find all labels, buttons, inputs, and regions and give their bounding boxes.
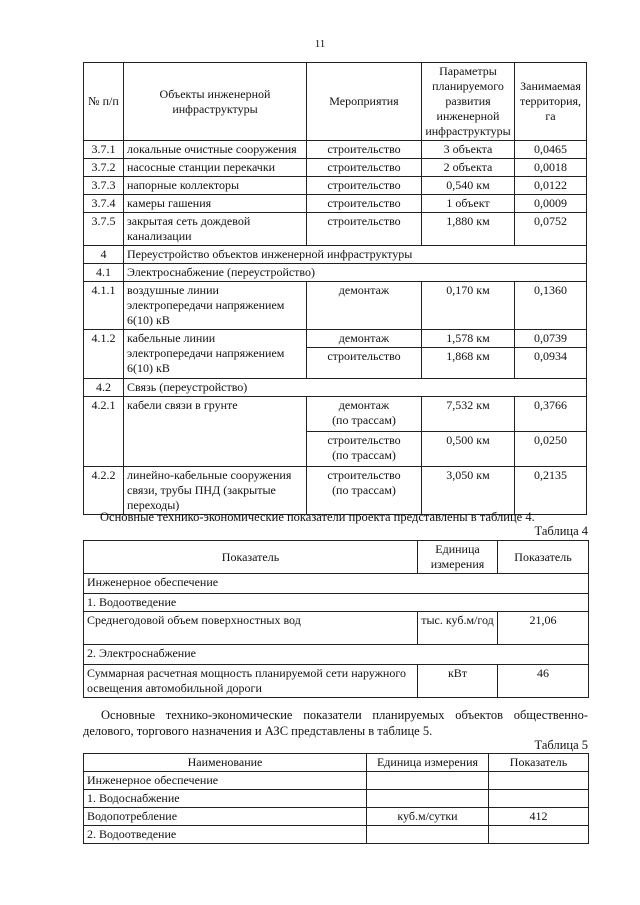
section-title: Связь (переустройство) (124, 379, 587, 397)
cell-action: строительство (307, 159, 422, 177)
cell-num: 3.7.4 (84, 195, 124, 213)
section-row (84, 790, 589, 808)
cell-name: кабельные линии электропередачи напряжением 6(10) кВ (124, 330, 307, 379)
cell-param: 1,868 км (422, 348, 515, 379)
table-row (84, 282, 587, 330)
section-title: 1. Водоснабжение (84, 790, 367, 808)
cell-param: 3,050 км (422, 467, 515, 515)
header-indicator: Показатель (84, 541, 418, 574)
cell-unit: куб.м/сутки (367, 808, 489, 826)
action-text: демонтаж (338, 398, 390, 412)
table-row (84, 665, 589, 698)
section-row (84, 264, 587, 282)
action-text: строительство (327, 433, 401, 447)
header-name: Наименование (84, 754, 367, 772)
cell-action (307, 432, 422, 467)
table-row (84, 467, 587, 515)
section-title: 1. Водоотведение (84, 594, 589, 612)
section-row (84, 826, 589, 844)
cell-name: Среднегодовой объем поверхностных вод (84, 612, 418, 645)
cell-num: 4.1 (84, 264, 124, 282)
header-number: № п/п (84, 63, 124, 141)
table-row (84, 808, 589, 826)
cell-param: 1,578 км (422, 330, 515, 348)
cell-area: 0,0018 (515, 159, 587, 177)
cell-param: 1 объект (422, 195, 515, 213)
public-business-objects-table (83, 753, 589, 844)
cell-action: строительство (307, 141, 422, 159)
cell-unit: кВт (418, 665, 498, 698)
cell-area: 0,0934 (515, 348, 587, 379)
engineering-infrastructure-table (83, 62, 587, 515)
cell-area: 0,0122 (515, 177, 587, 195)
cell-action: демонтаж (307, 282, 422, 330)
cell-value: 46 (498, 665, 589, 698)
section-title: Электроснабжение (переустройство) (124, 264, 587, 282)
table-row (84, 141, 587, 159)
cell-action: строительство (307, 213, 422, 246)
action-text: строительство (327, 468, 401, 482)
cell-param: 0,500 км (422, 432, 515, 467)
table-header-row (84, 541, 589, 574)
cell-name: насосные станции перекачки (124, 159, 307, 177)
section-title: Переустройство объектов инженерной инфраструктуры (124, 246, 587, 264)
table-header-row (84, 754, 589, 772)
header-unit: Единица измерения (418, 541, 498, 574)
cell-area: 0,0752 (515, 213, 587, 246)
action-note: (по трассам) (332, 448, 396, 462)
section-title: Инженерное обеспечение (84, 574, 589, 594)
cell-param: 1,880 км (422, 213, 515, 246)
cell-area: 0,0739 (515, 330, 587, 348)
cell-param: 7,532 км (422, 397, 515, 432)
section-row (84, 645, 589, 665)
cell-num: 4.2.2 (84, 467, 124, 515)
table-row (84, 612, 589, 645)
cell-param: 3 объекта (422, 141, 515, 159)
table5-caption: Таблица 5 (534, 738, 588, 752)
cell-action (307, 467, 422, 515)
header-objects: Объекты инженерной инфраструктуры (124, 63, 307, 141)
table-header-row (84, 63, 587, 141)
cell-action: строительство (307, 195, 422, 213)
cell-num: 4.2.1 (84, 397, 124, 467)
cell-num: 4.2 (84, 379, 124, 397)
cell-name: камеры гашения (124, 195, 307, 213)
cell-area: 0,1360 (515, 282, 587, 330)
cell-name: линейно-кабельные сооружения связи, трубы ПНД (закрытые переходы) (124, 467, 307, 515)
cell-name: воздушные линии электропередачи напряжением 6(10) кВ (124, 282, 307, 330)
paragraph-table4-intro: Основные технико-экономические показатели проекта представлены в таблице 4. (100, 510, 535, 524)
technical-economic-indicators-table (83, 540, 589, 698)
table-row (84, 159, 587, 177)
cell-param: 2 объекта (422, 159, 515, 177)
header-measures: Мероприятия (307, 63, 422, 141)
table-row (84, 330, 587, 348)
cell-area: 0,0250 (515, 432, 587, 467)
cell-param: 0,540 км (422, 177, 515, 195)
page-number: 11 (314, 38, 326, 50)
cell-num: 4 (84, 246, 124, 264)
cell-num: 4.1.2 (84, 330, 124, 379)
cell-action (307, 397, 422, 432)
paragraph-table5-intro: Основные технико-экономические показатели планируемых объектов общественно-делового, торгового назначения и АЗС представлены в таблице 5. (83, 708, 588, 738)
cell-param: 0,170 км (422, 282, 515, 330)
cell-name: закрытая сеть дождевой канализации (124, 213, 307, 246)
cell-action: строительство (307, 348, 422, 379)
cell-name: напорные коллекторы (124, 177, 307, 195)
section-title: Инженерное обеспечение (84, 772, 367, 790)
cell-num: 3.7.2 (84, 159, 124, 177)
table-row (84, 213, 587, 246)
cell-area: 0,3766 (515, 397, 587, 432)
cell-name: Водопотребление (84, 808, 367, 826)
cell-area: 0,2135 (515, 467, 587, 515)
cell-value: 412 (489, 808, 589, 826)
cell-action: демонтаж (307, 330, 422, 348)
header-territory: Занимаемая территория, га (515, 63, 587, 141)
header-parameters: Параметры планируемого развития инженерной инфраструктуры (422, 63, 515, 141)
section-row (84, 574, 589, 594)
cell-unit: тыс. куб.м/год (418, 612, 498, 645)
cell-name: локальные очистные сооружения (124, 141, 307, 159)
cell-name: кабели связи в грунте (124, 397, 307, 467)
table-row (84, 177, 587, 195)
section-title: 2. Электроснабжение (84, 645, 589, 665)
action-note: (по трассам) (332, 483, 396, 497)
section-title: 2. Водоотведение (84, 826, 367, 844)
cell-area: 0,0465 (515, 141, 587, 159)
table-row (84, 397, 587, 432)
cell-action: строительство (307, 177, 422, 195)
cell-value: 21,06 (498, 612, 589, 645)
section-row (84, 772, 589, 790)
cell-name: Суммарная расчетная мощность планируемой сети наружного освещения автомобильной дороги (84, 665, 418, 698)
cell-num: 3.7.5 (84, 213, 124, 246)
cell-area: 0,0009 (515, 195, 587, 213)
table-row (84, 195, 587, 213)
header-value: Показатель (498, 541, 589, 574)
header-unit: Единица измерения (367, 754, 489, 772)
cell-num: 3.7.1 (84, 141, 124, 159)
action-note: (по трассам) (332, 413, 396, 427)
section-row (84, 379, 587, 397)
cell-num: 3.7.3 (84, 177, 124, 195)
table4-caption: Таблица 4 (534, 524, 588, 538)
header-value: Показатель (489, 754, 589, 772)
cell-num: 4.1.1 (84, 282, 124, 330)
section-row (84, 594, 589, 612)
section-row (84, 246, 587, 264)
